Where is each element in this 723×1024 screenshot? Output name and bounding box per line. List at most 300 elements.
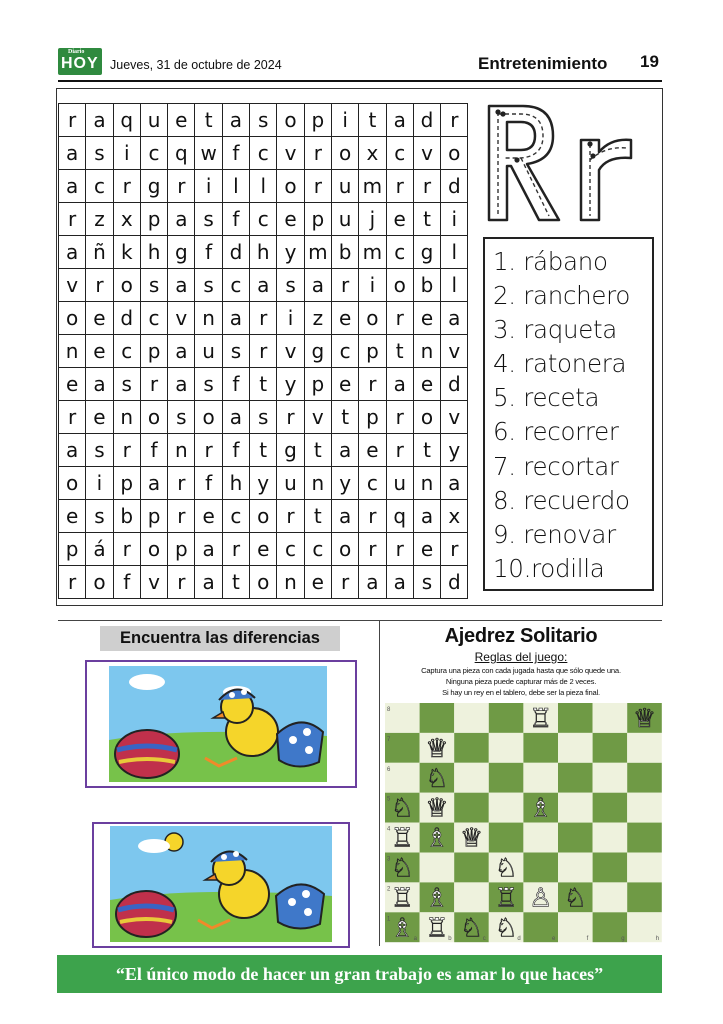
- grid-cell: ñ: [86, 236, 113, 269]
- grid-cell: f: [195, 236, 222, 269]
- grid-cell: f: [113, 566, 140, 599]
- grid-cell: t: [304, 434, 331, 467]
- grid-cell: a: [304, 269, 331, 302]
- header-divider: [58, 80, 662, 82]
- word-list-item: 5. receta: [493, 383, 600, 413]
- grid-cell: o: [250, 566, 277, 599]
- grid-cell: r: [113, 533, 140, 566]
- grid-cell: s: [86, 500, 113, 533]
- grid-row: [59, 467, 468, 500]
- grid-cell: e: [168, 104, 195, 137]
- grid-cell: i: [195, 170, 222, 203]
- rank-label: 2: [387, 886, 391, 893]
- grid-cell: a: [222, 104, 249, 137]
- chess-piece-rook: ♖: [529, 703, 553, 734]
- grid-cell: s: [195, 368, 222, 401]
- grid-cell: e: [86, 335, 113, 368]
- board-square: [593, 793, 628, 823]
- grid-cell: x: [359, 137, 386, 170]
- grid-cell: r: [113, 170, 140, 203]
- grid-cell: o: [195, 401, 222, 434]
- chess-piece-rook: ♖: [425, 913, 449, 943]
- letter-rr-icon: [481, 98, 651, 228]
- board-square: [523, 733, 558, 763]
- grid-cell: c: [277, 533, 304, 566]
- rank-label: 3: [387, 856, 391, 863]
- grid-cell: r: [59, 203, 86, 236]
- grid-cell: r: [304, 170, 331, 203]
- grid-cell: o: [140, 533, 167, 566]
- grid-cell: n: [277, 566, 304, 599]
- grid-cell: b: [413, 269, 440, 302]
- newspaper-logo: [58, 48, 102, 75]
- grid-cell: v: [140, 566, 167, 599]
- grid-cell: p: [168, 533, 195, 566]
- grid-cell: f: [222, 368, 249, 401]
- grid-cell: z: [86, 203, 113, 236]
- grid-cell: w: [195, 137, 222, 170]
- grid-cell: q: [168, 137, 195, 170]
- chess-piece-knight: ♘: [390, 853, 414, 884]
- grid-cell: p: [113, 467, 140, 500]
- grid-cell: r: [359, 533, 386, 566]
- grid-cell: b: [331, 236, 358, 269]
- grid-cell: a: [195, 533, 222, 566]
- grid-cell: l: [250, 170, 277, 203]
- grid-cell: r: [413, 170, 440, 203]
- chess-piece-bishop: ♗: [425, 883, 449, 914]
- grid-row: [59, 104, 468, 137]
- grid-cell: o: [140, 401, 167, 434]
- grid-cell: t: [359, 104, 386, 137]
- grid-cell: m: [304, 236, 331, 269]
- grid-cell: p: [140, 335, 167, 368]
- grid-cell: r: [140, 368, 167, 401]
- board-square: [558, 823, 593, 853]
- grid-cell: f: [222, 203, 249, 236]
- grid-cell: g: [413, 236, 440, 269]
- board-square: [593, 703, 628, 733]
- grid-cell: i: [441, 203, 468, 236]
- grid-cell: g: [304, 335, 331, 368]
- grid-cell: a: [59, 236, 86, 269]
- grid-cell: c: [304, 533, 331, 566]
- grid-cell: r: [195, 434, 222, 467]
- grid-cell: u: [195, 335, 222, 368]
- grid-cell: k: [113, 236, 140, 269]
- word-list-item: 2. ranchero: [493, 281, 631, 311]
- grid-cell: v: [277, 137, 304, 170]
- chess-piece-bishop: ♗: [390, 913, 414, 943]
- grid-cell: a: [168, 269, 195, 302]
- board-square: [454, 882, 489, 912]
- grid-cell: c: [250, 137, 277, 170]
- grid-cell: v: [304, 401, 331, 434]
- grid-cell: i: [277, 302, 304, 335]
- grid-cell: p: [140, 500, 167, 533]
- board-square: [454, 733, 489, 763]
- grid-cell: a: [386, 104, 413, 137]
- file-label: a: [413, 936, 417, 943]
- grid-cell: s: [250, 401, 277, 434]
- grid-cell: o: [277, 170, 304, 203]
- grid-cell: a: [195, 566, 222, 599]
- grid-cell: r: [168, 500, 195, 533]
- board-square: [593, 763, 628, 793]
- board-square: [558, 853, 593, 883]
- grid-cell: f: [195, 467, 222, 500]
- chess-board: [385, 703, 663, 943]
- grid-cell: t: [413, 203, 440, 236]
- grid-cell: n: [168, 434, 195, 467]
- grid-cell: a: [140, 467, 167, 500]
- grid-cell: a: [59, 137, 86, 170]
- grid-cell: r: [59, 401, 86, 434]
- word-list-item: 7. recortar: [493, 451, 619, 481]
- grid-cell: y: [250, 467, 277, 500]
- grid-cell: l: [222, 170, 249, 203]
- grid-cell: e: [331, 302, 358, 335]
- grid-cell: r: [277, 401, 304, 434]
- grid-cell: d: [441, 566, 468, 599]
- grid-cell: r: [168, 566, 195, 599]
- word-list-item: 9. renovar: [493, 519, 616, 549]
- grid-cell: p: [140, 203, 167, 236]
- board-square: [627, 853, 662, 883]
- grid-cell: r: [86, 269, 113, 302]
- grid-cell: x: [113, 203, 140, 236]
- grid-cell: e: [386, 203, 413, 236]
- board-square: [558, 763, 593, 793]
- grid-row: [59, 302, 468, 335]
- grid-cell: o: [277, 104, 304, 137]
- board-square: [523, 763, 558, 793]
- word-list-item: 1. rábano: [493, 247, 608, 276]
- grid-cell: d: [441, 368, 468, 401]
- grid-row: [59, 203, 468, 236]
- grid-cell: g: [277, 434, 304, 467]
- word-list-item: 10.rodilla: [493, 553, 605, 583]
- grid-cell: r: [386, 401, 413, 434]
- board-square: [558, 793, 593, 823]
- grid-cell: c: [222, 500, 249, 533]
- grid-cell: a: [386, 566, 413, 599]
- differences-title: Encuentra las diferencias: [100, 626, 340, 651]
- file-label: e: [552, 936, 556, 943]
- board-square: [489, 733, 524, 763]
- rank-label: 7: [387, 736, 391, 743]
- word-list: [483, 237, 654, 591]
- grid-cell: n: [113, 401, 140, 434]
- board-square: [627, 882, 662, 912]
- grid-cell: r: [441, 533, 468, 566]
- board-square: [593, 823, 628, 853]
- chess-piece-rook: ♖: [390, 823, 414, 854]
- grid-cell: r: [59, 104, 86, 137]
- grid-cell: p: [304, 203, 331, 236]
- grid-cell: o: [331, 137, 358, 170]
- chess-piece-pawn: ♙: [529, 883, 553, 914]
- word-list-item: 4. ratonera: [493, 349, 627, 379]
- chess-rules: [380, 665, 662, 698]
- chess-piece-knight: ♘: [459, 913, 484, 943]
- grid-cell: á: [86, 533, 113, 566]
- board-square: [593, 853, 628, 883]
- grid-cell: p: [359, 401, 386, 434]
- grid-cell: s: [195, 269, 222, 302]
- grid-cell: o: [86, 566, 113, 599]
- grid-cell: e: [331, 368, 358, 401]
- grid-cell: t: [413, 434, 440, 467]
- rank-label: 8: [387, 707, 391, 713]
- grid-cell: i: [86, 467, 113, 500]
- grid-row: [59, 566, 468, 599]
- grid-cell: j: [359, 203, 386, 236]
- grid-cell: a: [441, 467, 468, 500]
- grid-cell: r: [386, 170, 413, 203]
- logo-small-text: Diario: [68, 49, 85, 55]
- board-square: [420, 853, 455, 883]
- grid-cell: y: [441, 434, 468, 467]
- board-square: [454, 763, 489, 793]
- grid-cell: r: [359, 500, 386, 533]
- grid-cell: a: [59, 170, 86, 203]
- grid-cell: c: [250, 203, 277, 236]
- rank-label: 5: [387, 796, 391, 803]
- board-square: [489, 763, 524, 793]
- file-label: g: [621, 936, 625, 943]
- board-square: [558, 703, 593, 733]
- grid-cell: r: [304, 137, 331, 170]
- grid-cell: e: [59, 500, 86, 533]
- grid-cell: n: [413, 335, 440, 368]
- grid-cell: y: [331, 467, 358, 500]
- grid-cell: u: [277, 467, 304, 500]
- chess-piece-queen: ♕: [632, 703, 657, 734]
- file-label: f: [586, 936, 589, 943]
- grid-cell: a: [59, 434, 86, 467]
- grid-cell: g: [168, 236, 195, 269]
- grid-cell: a: [86, 368, 113, 401]
- grid-cell: p: [359, 335, 386, 368]
- grid-cell: a: [250, 269, 277, 302]
- grid-cell: r: [59, 566, 86, 599]
- chess-piece-queen: ♕: [425, 793, 449, 824]
- grid-cell: p: [304, 104, 331, 137]
- grid-cell: d: [222, 236, 249, 269]
- grid-row: [59, 236, 468, 269]
- grid-cell: v: [441, 335, 468, 368]
- board-square: [523, 853, 558, 883]
- grid-cell: c: [386, 137, 413, 170]
- grid-cell: h: [222, 467, 249, 500]
- grid-cell: e: [195, 500, 222, 533]
- grid-cell: u: [386, 467, 413, 500]
- grid-cell: r: [331, 269, 358, 302]
- chess-piece-bishop: ♗: [529, 793, 553, 824]
- page-number: 19: [640, 52, 659, 71]
- grid-cell: t: [195, 104, 222, 137]
- grid-cell: d: [113, 302, 140, 335]
- grid-cell: u: [331, 170, 358, 203]
- chess-piece-rook: ♖: [494, 883, 518, 914]
- grid-cell: e: [277, 203, 304, 236]
- grid-cell: r: [113, 434, 140, 467]
- logo-big-text: HOY: [61, 55, 99, 72]
- grid-cell: s: [413, 566, 440, 599]
- grid-cell: a: [168, 335, 195, 368]
- grid-cell: e: [413, 368, 440, 401]
- grid-cell: o: [359, 302, 386, 335]
- board-square: [489, 703, 524, 733]
- grid-row: [59, 434, 468, 467]
- grid-cell: a: [86, 104, 113, 137]
- grid-cell: c: [140, 137, 167, 170]
- grid-cell: s: [140, 269, 167, 302]
- file-label: b: [448, 936, 452, 943]
- grid-cell: e: [59, 368, 86, 401]
- grid-cell: a: [331, 500, 358, 533]
- grid-cell: o: [386, 269, 413, 302]
- grid-cell: r: [250, 335, 277, 368]
- grid-cell: a: [413, 500, 440, 533]
- grid-cell: t: [331, 401, 358, 434]
- board-square: [593, 882, 628, 912]
- grid-cell: r: [386, 302, 413, 335]
- board-square: [420, 703, 455, 733]
- section-divider: [58, 620, 662, 621]
- grid-cell: n: [413, 467, 440, 500]
- grid-cell: b: [113, 500, 140, 533]
- grid-row: [59, 137, 468, 170]
- grid-cell: m: [359, 236, 386, 269]
- grid-cell: h: [250, 236, 277, 269]
- grid-cell: f: [222, 137, 249, 170]
- grid-cell: n: [59, 335, 86, 368]
- chess-rules-heading: Reglas del juego:: [474, 650, 568, 664]
- grid-cell: d: [441, 170, 468, 203]
- grid-cell: c: [386, 236, 413, 269]
- chess-piece-bishop: ♗: [425, 823, 449, 854]
- grid-cell: t: [304, 500, 331, 533]
- grid-cell: d: [413, 104, 440, 137]
- grid-cell: v: [277, 335, 304, 368]
- grid-cell: r: [386, 434, 413, 467]
- grid-cell: s: [195, 203, 222, 236]
- grid-cell: e: [86, 302, 113, 335]
- grid-cell: c: [140, 302, 167, 335]
- grid-cell: o: [331, 533, 358, 566]
- grid-cell: x: [441, 500, 468, 533]
- differences-picture-1: [85, 660, 357, 788]
- grid-cell: n: [195, 302, 222, 335]
- grid-cell: r: [277, 500, 304, 533]
- grid-cell: v: [59, 269, 86, 302]
- grid-cell: a: [222, 302, 249, 335]
- chick-egg-illustration-1: [87, 662, 355, 786]
- differences-picture-2: [92, 822, 350, 948]
- board-square: [558, 733, 593, 763]
- quote-banner: “El único modo de hacer un gran trabajo es amar lo que haces”: [57, 955, 662, 993]
- grid-cell: c: [222, 269, 249, 302]
- grid-cell: y: [277, 368, 304, 401]
- grid-cell: l: [441, 269, 468, 302]
- chess-piece-knight: ♘: [494, 853, 518, 884]
- grid-cell: y: [277, 236, 304, 269]
- grid-cell: e: [413, 302, 440, 335]
- grid-cell: o: [59, 302, 86, 335]
- chess-rule: Ninguna pieza puede capturar más de 2 veces.: [445, 677, 597, 686]
- grid-cell: v: [413, 137, 440, 170]
- grid-cell: v: [168, 302, 195, 335]
- chess-title: Ajedrez Solitario: [444, 625, 598, 647]
- word-list-item: 8. recuerdo: [493, 485, 630, 515]
- grid-cell: s: [86, 434, 113, 467]
- word-list-item: 3. raqueta: [493, 315, 618, 345]
- grid-cell: r: [168, 170, 195, 203]
- grid-cell: q: [386, 500, 413, 533]
- grid-cell: r: [386, 533, 413, 566]
- grid-cell: u: [331, 203, 358, 236]
- grid-cell: t: [250, 368, 277, 401]
- grid-cell: c: [331, 335, 358, 368]
- grid-cell: c: [86, 170, 113, 203]
- board-square: [454, 793, 489, 823]
- grid-cell: a: [331, 434, 358, 467]
- grid-cell: p: [59, 533, 86, 566]
- grid-cell: r: [359, 368, 386, 401]
- grid-row: [59, 335, 468, 368]
- grid-cell: e: [86, 401, 113, 434]
- grid-cell: f: [140, 434, 167, 467]
- grid-cell: a: [386, 368, 413, 401]
- grid-cell: s: [277, 269, 304, 302]
- chess-piece-knight: ♘: [390, 793, 414, 824]
- grid-row: [59, 401, 468, 434]
- grid-cell: o: [113, 269, 140, 302]
- grid-cell: f: [222, 434, 249, 467]
- chick-egg-illustration-2: [94, 824, 348, 946]
- grid-cell: a: [168, 203, 195, 236]
- file-label: c: [482, 936, 486, 943]
- grid-cell: z: [304, 302, 331, 335]
- rank-label: 1: [387, 916, 391, 923]
- grid-cell: r: [441, 104, 468, 137]
- board-square: [627, 793, 662, 823]
- chess-rule: Captura una pieza con cada jugada hasta que sólo quede una.: [421, 666, 621, 675]
- grid-cell: s: [222, 335, 249, 368]
- grid-cell: e: [413, 533, 440, 566]
- grid-cell: r: [331, 566, 358, 599]
- grid-row: [59, 368, 468, 401]
- board-square: [523, 823, 558, 853]
- grid-row: [59, 269, 468, 302]
- grid-cell: e: [359, 434, 386, 467]
- chess-piece-queen: ♕: [425, 733, 449, 764]
- board-square: [454, 853, 489, 883]
- grid-cell: a: [168, 368, 195, 401]
- grid-cell: m: [359, 170, 386, 203]
- grid-cell: c: [359, 467, 386, 500]
- grid-cell: o: [59, 467, 86, 500]
- grid-cell: q: [113, 104, 140, 137]
- word-search-grid: [58, 103, 468, 599]
- chess-piece-knight: ♘: [425, 763, 449, 794]
- grid-cell: e: [304, 566, 331, 599]
- grid-cell: n: [304, 467, 331, 500]
- grid-cell: i: [113, 137, 140, 170]
- rank-label: 4: [387, 826, 391, 833]
